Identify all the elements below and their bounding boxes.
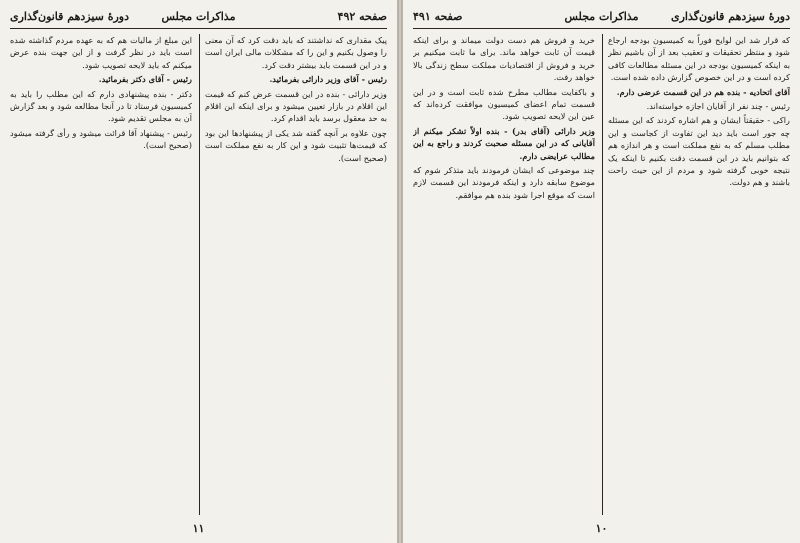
paragraph: رئیس - آقای دکتر بفرمائید. (98, 74, 192, 85)
right-page-column-right (608, 34, 790, 515)
left-page-label: صفحه ۴۹۲ (337, 10, 387, 23)
paragraph: که قرار شد این لوایح فوراً به کمیسیون بودجه ارجاع شود و منتظر تحقیقات و تعقیب بعد از آن باشیم نظر به اینکه کمیسیون بودجه در این مسئله مطالعات کافی کرده است و در این خصوص گزارش داده شده است. (608, 35, 790, 83)
paragraph: رئیس - آقای وزیر دارائی بفرمائید. (269, 74, 387, 85)
right-page-header (413, 6, 790, 29)
left-page-column-right (205, 34, 387, 515)
left-page-session: دورهٔ سیزدهم قانون‌گذاری (10, 10, 129, 23)
paragraph: خرید و فروش هم دست دولت میماند و برای اینکه قیمت آن ثابت خواهد ماند. برای ما ثابت میکنیم بر خرید و فروش از اقتصادیات مملکت سطح زندگی بالا خواهد رفت. (413, 35, 595, 83)
right-page-number: ۱۰ (595, 522, 608, 535)
paragraph: وزیر دارائی - بنده در این قسمت عرض کنم که قیمت این اقلام در بازار تعیین میشود و برای اینکه این اقلام به حد معقول برسد باید اقدام کرد. (205, 88, 387, 124)
paragraph: وزیر دارائی (آقای بدر) - بنده اولاً تشکر میکنم از آقایانی که در این مسئله صحبت کردند و راجع به این مطالب عرایضی دارم. (413, 125, 595, 161)
right-page-label: صفحه ۴۹۱ (413, 10, 463, 23)
paragraph: چند موضوعی که ایشان فرمودند باید متذکر شوم که موضوع سابقه دارد و اینکه فرمودند این قسمت لازم است که موقع اجرا شود بنده هم موافقم. (413, 165, 595, 200)
left-page-title: مذاکرات مجلس (161, 10, 236, 23)
column-divider (199, 34, 200, 515)
paragraph: آقای اتحادیه - بنده هم در این قسمت عرضی دارم. (616, 86, 790, 97)
paragraph: و باکفایت مطالب مطرح شده ثابت است و در این قسمت تمام اعضای کمیسیون موافقت کرده‌اند که عین این لایحه تصویب شود. (413, 86, 595, 122)
paragraph: راکی - حقیقتاً ایشان و هم اشاره کردند که این مسئله چه جور است باید دید این تفاوت از کجاست و این مطلب مسلم که به نفع مملکت است و هر اندازه هم که بتوانیم باید در این قسمت دقت بکنیم تا اینکه یک نتیجه خوبی گرفته شود و مردم از این حیث راحت باشند و هم دولت. (608, 115, 790, 188)
paragraph: رئیس - چند نفر از آقایان اجازه خواسته‌اند. (646, 101, 790, 112)
left-page (0, 0, 398, 543)
right-page (402, 0, 800, 543)
left-page-column-left (10, 34, 192, 515)
right-page-session: دورهٔ سیزدهم قانون‌گذاری (671, 10, 790, 23)
right-page-column-left (413, 34, 595, 515)
paragraph: پیک مقداری که نداشتند که باید دقت کرد که آن معنی را وصول بکنیم و این را که مشکلات مالی ایران است و در این قسمت باید بیشتر دقت کرد. (205, 35, 387, 70)
paragraph: این مبلغ از مالیات هم که به عهده مردم گذاشته شده است باید در نظر گرفت و از این جهت بنده عرض میکنم که باید لایحه تصویب شود. (10, 35, 192, 70)
paragraph: چون علاوه بر آنچه گفته شد یکی از پیشنهادها این بود که قیمت‌ها تثبیت شود و این کار به نفع مملکت است (صحیح است). (205, 127, 387, 163)
right-page-title: مذاکرات مجلس (564, 10, 639, 23)
left-page-header (10, 6, 387, 29)
column-divider (602, 34, 603, 515)
paragraph: رئیس - پیشنهاد آقا قرائت میشود و رأی گرفته میشود (صحیح است). (10, 127, 192, 151)
left-page-number: ۱۱ (192, 522, 205, 535)
paragraph: دکتر - بنده پیشنهادی دارم که این مطلب را باید به کمیسیون فرستاد تا در آنجا مطالعه شود و بعد گزارش آن به مجلس تقدیم شود. (10, 88, 192, 124)
